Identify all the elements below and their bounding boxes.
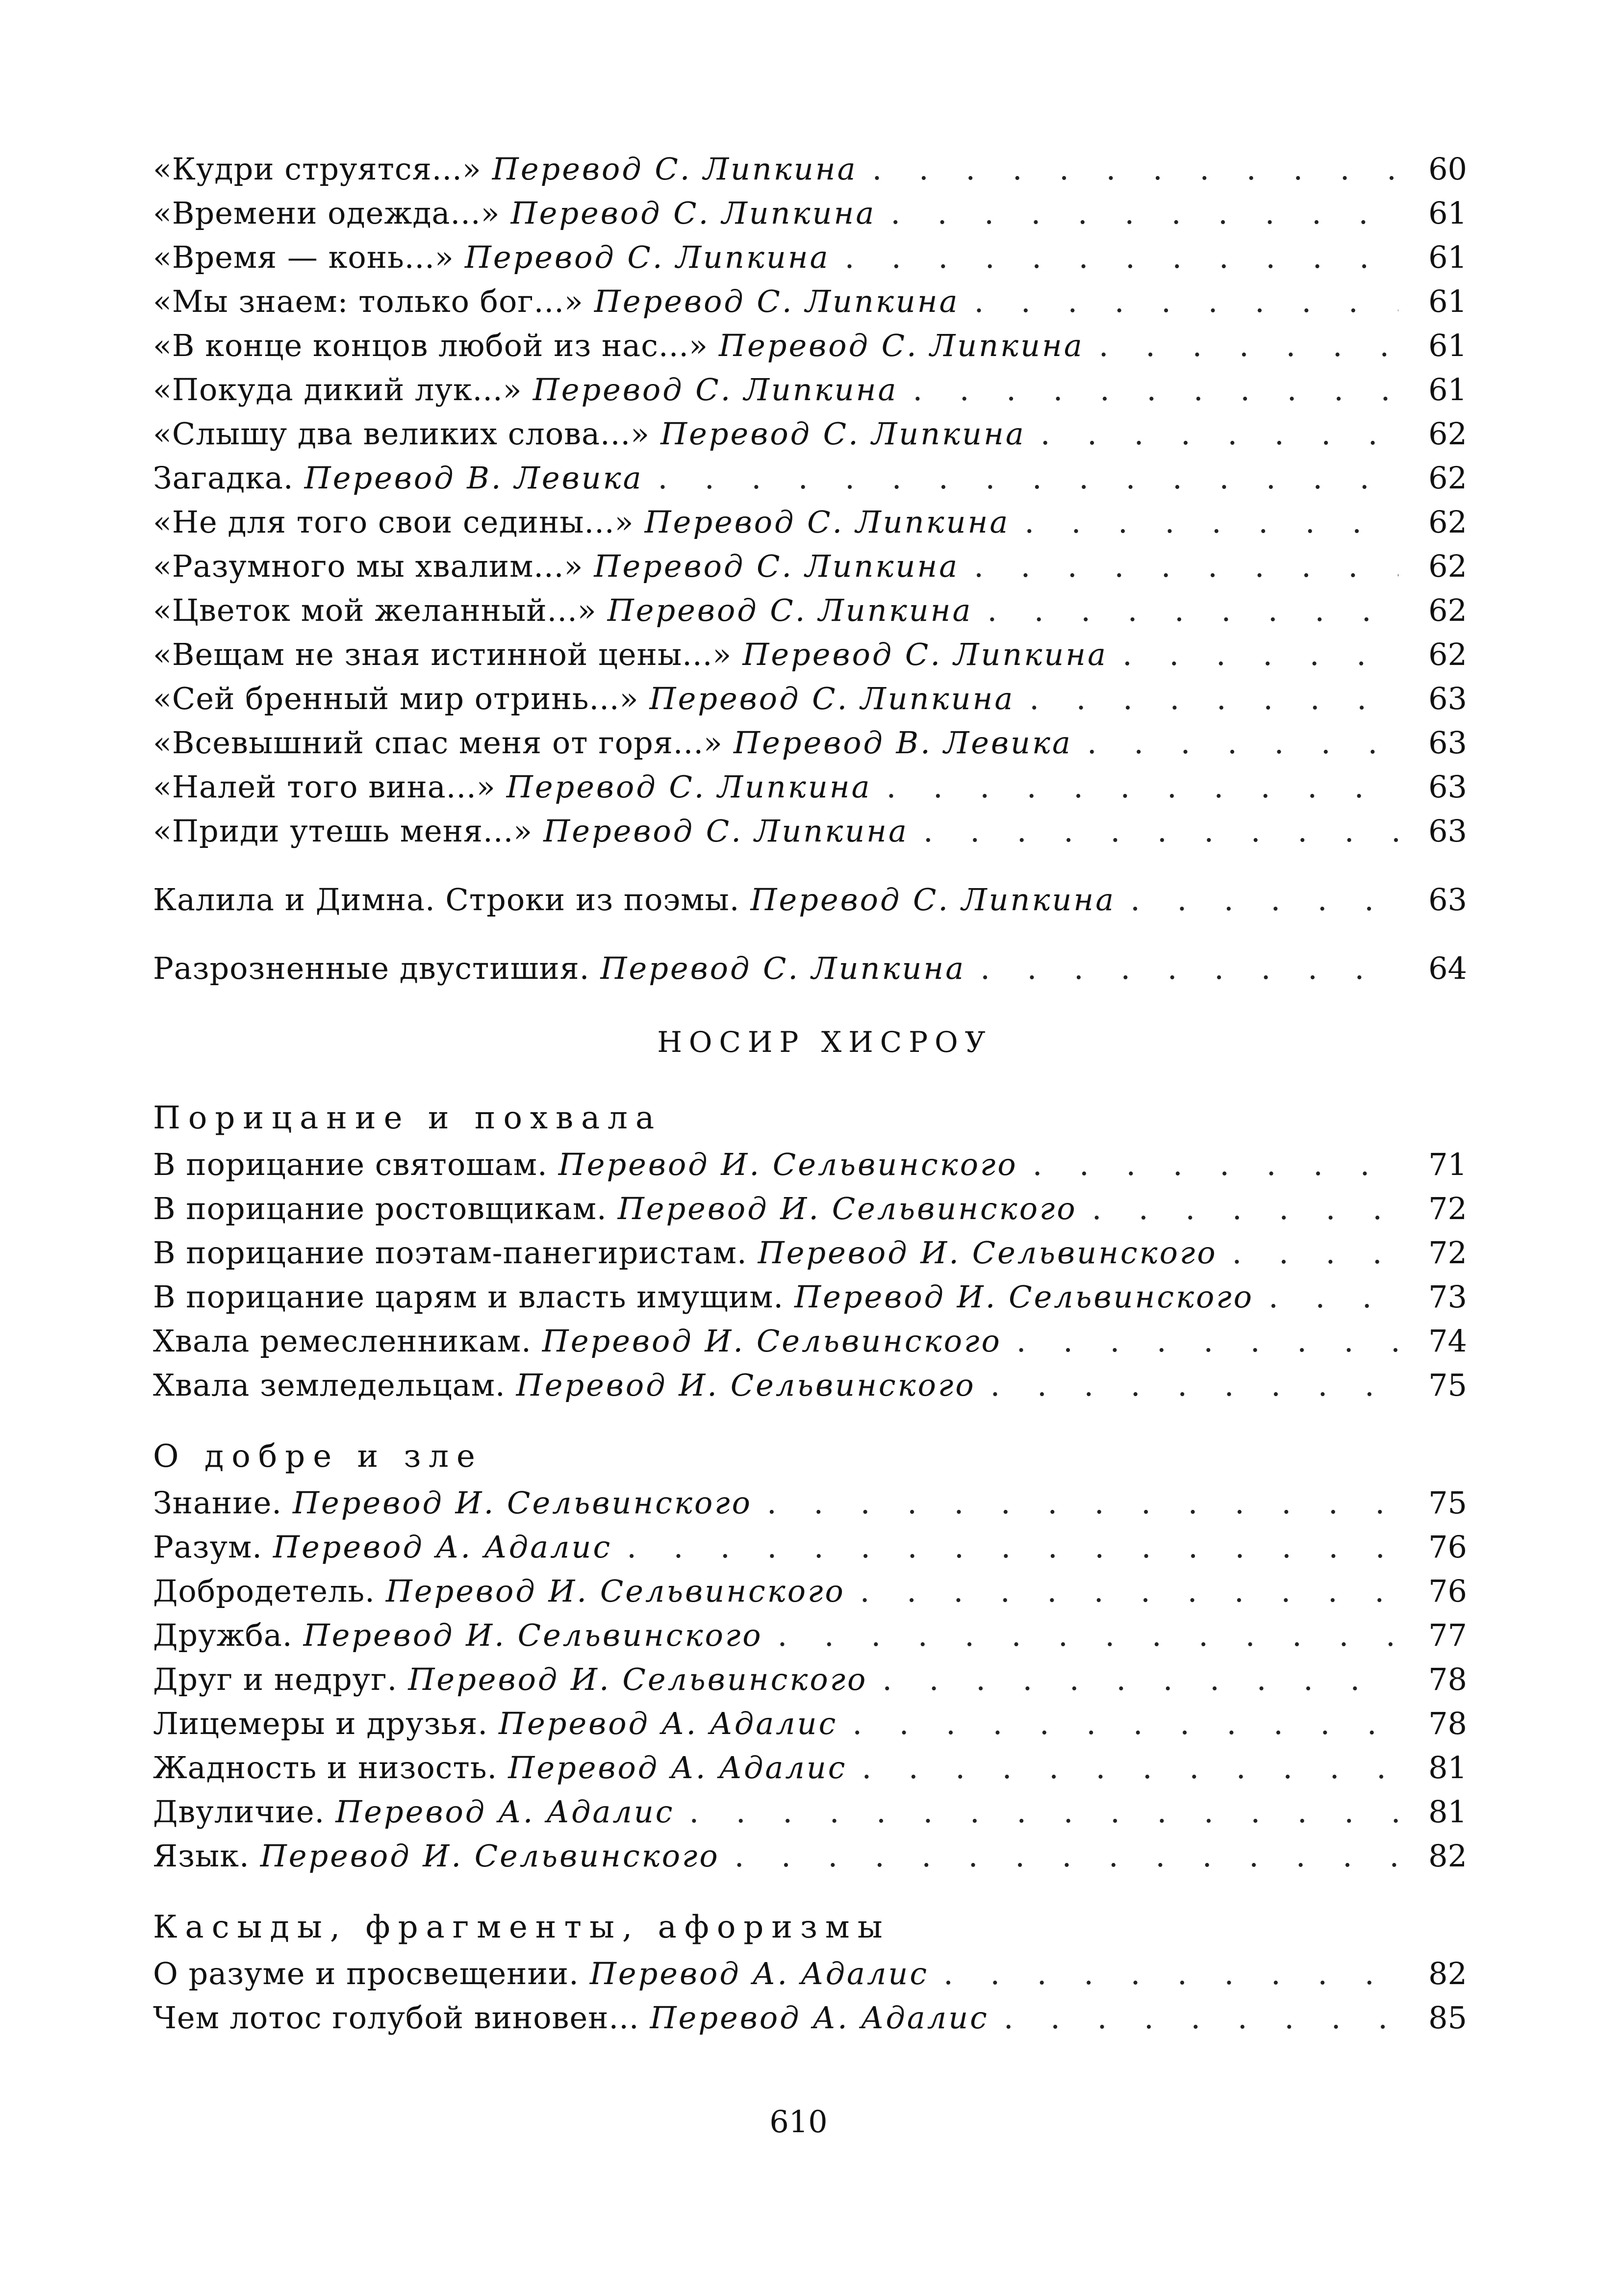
toc-entry: [153, 721, 1467, 765]
leader-dots: [1099, 324, 1398, 368]
entry-translator: Перевод С. Липкина: [510, 195, 876, 231]
toc-entry: [153, 280, 1467, 324]
leader-dots: [872, 147, 1398, 191]
toc-entry: [153, 1996, 1467, 2040]
entry-translator: Перевод И. Сельвинского: [385, 1573, 845, 1609]
entry-translator: Перевод С. Липкина: [492, 151, 858, 187]
entry-translator: Перевод И. Сельвинского: [292, 1485, 752, 1521]
toc-entry: [153, 147, 1467, 191]
leader-dots: [1033, 1143, 1398, 1187]
toc-entry: [153, 456, 1467, 500]
toc-entry: [153, 633, 1467, 677]
entry-page: 76: [1428, 1573, 1467, 1609]
spacer: [153, 991, 1467, 1020]
entry-page: 73: [1428, 1279, 1467, 1315]
entry-page: 72: [1428, 1191, 1467, 1226]
leader-dots: [943, 1952, 1398, 1996]
entry-title: Лицемеры и друзья.: [153, 1706, 488, 1741]
entry-translator: Перевод С. Липкина: [719, 328, 1084, 363]
toc-entry: [153, 1363, 1467, 1407]
toc-entry: [153, 235, 1467, 280]
spacer: [153, 1064, 1467, 1094]
entry-translator: Перевод И. Сельвинского: [516, 1367, 976, 1403]
toc-entry: [153, 324, 1467, 368]
toc-entry: [153, 1952, 1467, 1996]
toc-entry: [153, 1231, 1467, 1275]
entry-translator: Перевод И. Сельвинского: [794, 1279, 1254, 1315]
leader-dots: [887, 765, 1398, 809]
leader-dots: [1092, 1187, 1398, 1231]
toc-entry: [153, 1746, 1467, 1790]
entry-translator: Перевод С. Липкина: [644, 504, 1010, 540]
entry-page: 62: [1428, 416, 1467, 452]
leader-dots: [923, 809, 1398, 853]
entry-page: 77: [1428, 1617, 1467, 1653]
leader-dots: [913, 368, 1398, 412]
entry-translator: Перевод С. Липкина: [543, 813, 909, 849]
entry-translator: Перевод И. Сельвинского: [408, 1661, 868, 1697]
entry-page: 62: [1428, 637, 1467, 672]
entry-title: Калила и Димна. Строки из поэмы.: [153, 882, 740, 918]
toc-entry: [153, 544, 1467, 588]
entry-title: «Налей того вина...»: [153, 769, 496, 805]
entry-translator: Перевод И. Сельвинского: [617, 1191, 1077, 1226]
leader-dots: [658, 456, 1398, 500]
toc-entry: [153, 1834, 1467, 1878]
entry-translator: Перевод А. Адалис: [273, 1529, 612, 1565]
leader-dots: [1016, 1319, 1398, 1363]
entry-page: 63: [1428, 813, 1467, 849]
leader-dots: [882, 1658, 1398, 1702]
entry-title: «В конце концов любой из нас...»: [153, 328, 709, 363]
entry-title: «Мы знаем: только бог...»: [153, 283, 583, 319]
entry-title: Добродетель.: [153, 1573, 375, 1609]
entry-page: 63: [1428, 725, 1467, 761]
entry-translator: Перевод А. Адалис: [335, 1794, 675, 1830]
toc-entry: [153, 677, 1467, 721]
entry-page: 64: [1428, 950, 1467, 986]
entry-page: 61: [1428, 372, 1467, 408]
entry-page: 82: [1428, 1838, 1467, 1874]
entry-title: «Не для того свои седины...»: [153, 504, 634, 540]
leader-dots: [1087, 721, 1398, 765]
entry-translator: Перевод И. Сельвинского: [260, 1838, 720, 1874]
entry-page: 62: [1428, 592, 1467, 628]
leader-dots: [862, 1746, 1398, 1790]
entry-translator: Перевод С. Липкина: [594, 548, 960, 584]
entry-translator: Перевод С. Липкина: [506, 769, 872, 805]
entry-page: 62: [1428, 460, 1467, 496]
entry-translator: Перевод С. Липкина: [660, 416, 1026, 452]
toc-page: [153, 147, 1467, 2040]
entry-page: 81: [1428, 1794, 1467, 1830]
entry-title: «Покуда дикий лук...»: [153, 372, 522, 408]
toc-entry: [153, 1143, 1467, 1187]
toc-group-1: [153, 147, 1467, 853]
entry-translator: Перевод И. Сельвинского: [542, 1323, 1002, 1359]
leader-dots: [852, 1702, 1398, 1746]
leader-dots: [974, 280, 1398, 324]
toc-entry: [153, 1569, 1467, 1613]
entry-title: Загадка.: [153, 460, 294, 496]
entry-title: В порицание ростовщикам.: [153, 1191, 607, 1226]
section-heading-1: Порицание и похвала: [153, 1100, 662, 1136]
entry-title: «Вещам не зная истинной цены...»: [153, 637, 732, 672]
spacer: [153, 922, 1467, 946]
entry-page: 82: [1428, 1956, 1467, 1991]
entry-title: Знание.: [153, 1485, 282, 1521]
entry-translator: Перевод А. Адалис: [508, 1750, 847, 1786]
leader-dots: [974, 544, 1398, 588]
entry-page: 75: [1428, 1485, 1467, 1521]
entry-translator: Перевод А. Адалис: [650, 2000, 989, 2036]
entry-translator: Перевод А. Адалис: [499, 1706, 838, 1741]
toc-entry: [153, 1525, 1467, 1569]
leader-dots: [1029, 677, 1398, 721]
leader-dots: [1004, 1996, 1398, 2040]
entry-translator: Перевод И. Сельвинского: [303, 1617, 763, 1653]
entry-page: 61: [1428, 283, 1467, 319]
page-number: 610: [769, 2104, 828, 2140]
leader-dots: [689, 1790, 1399, 1834]
toc-entry: [153, 368, 1467, 412]
toc-entry: [153, 1275, 1467, 1319]
entry-translator: Перевод И. Сельвинского: [558, 1147, 1018, 1182]
entry-title: Хвала ремесленникам.: [153, 1323, 532, 1359]
entry-title: Разум.: [153, 1529, 262, 1565]
entry-page: 85: [1428, 2000, 1467, 2036]
entry-title: Язык.: [153, 1838, 250, 1874]
section-2-list: [153, 1481, 1467, 1878]
entry-page: 78: [1428, 1661, 1467, 1697]
entry-title: «Всевышний спас меня от горя...»: [153, 725, 723, 761]
entry-title: «Приди утешь меня...»: [153, 813, 533, 849]
leader-dots: [778, 1613, 1398, 1658]
entry-title: «Сей бренный мир отринь...»: [153, 681, 639, 716]
toc-entry: [153, 500, 1467, 544]
entry-page: 72: [1428, 1235, 1467, 1271]
leader-dots: [1024, 500, 1398, 544]
entry-page: 62: [1428, 504, 1467, 540]
entry-title: Разрозненные двустишия.: [153, 950, 590, 986]
entry-page: 61: [1428, 195, 1467, 231]
entry-page: 62: [1428, 548, 1467, 584]
leader-dots: [1040, 412, 1398, 456]
entry-title: Друг и недруг.: [153, 1661, 398, 1697]
entry-title: О разуме и просвещении.: [153, 1956, 579, 1991]
entry-translator: Перевод С. Липкина: [750, 882, 1116, 918]
toc-entry: [153, 191, 1467, 235]
toc-entry: [153, 1702, 1467, 1746]
entry-translator: Перевод С. Липкина: [594, 283, 960, 319]
section-heading-2: О добре и зле: [153, 1438, 483, 1475]
toc-entry: [153, 1613, 1467, 1658]
entry-translator: Перевод В. Левика: [734, 725, 1072, 761]
entry-translator: Перевод А. Адалис: [589, 1956, 929, 1991]
toc-entry: [153, 412, 1467, 456]
entry-title: Чем лотос голубой виновен...: [153, 2000, 639, 2036]
entry-page: 75: [1428, 1367, 1467, 1403]
entry-page: 81: [1428, 1750, 1467, 1786]
section-3-list: [153, 1952, 1467, 2040]
toc-entry: [153, 588, 1467, 633]
entry-page: 63: [1428, 882, 1467, 918]
section-heading-3: Касыды, фрагменты, афоризмы: [153, 1909, 890, 1945]
entry-title: В порицание святошам.: [153, 1147, 548, 1182]
spacer: [153, 853, 1467, 878]
entry-title: «Слышу два великих слова...»: [153, 416, 650, 452]
entry-title: Жадность и низость.: [153, 1750, 498, 1786]
entry-page: 61: [1428, 239, 1467, 275]
leader-dots: [1130, 878, 1398, 922]
entry-title: «Времени одежда...»: [153, 195, 500, 231]
entry-title: «Цветок мой желанный...»: [153, 592, 597, 628]
leader-dots: [980, 946, 1398, 991]
entry-title: «Разумного мы хвалим...»: [153, 548, 583, 584]
spacer: [153, 1878, 1467, 1903]
leader-dots: [845, 235, 1398, 280]
entry-translator: Перевод И. Сельвинского: [758, 1235, 1217, 1271]
entry-page: 71: [1428, 1147, 1467, 1182]
entry-page: 61: [1428, 328, 1467, 363]
entry-title: Дружба.: [153, 1617, 293, 1653]
leader-dots: [890, 191, 1398, 235]
entry-translator: Перевод В. Левика: [304, 460, 643, 496]
toc-entry-razroz: [153, 946, 1467, 991]
entry-title: «Время — конь...»: [153, 239, 454, 275]
entry-title: В порицание царям и власть имущим.: [153, 1279, 784, 1315]
author-heading: НОСИР ХИСРОУ: [657, 1025, 992, 1059]
entry-page: 63: [1428, 769, 1467, 805]
toc-entry-kalila: [153, 878, 1467, 922]
toc-entry: [153, 1319, 1467, 1363]
leader-dots: [767, 1481, 1398, 1525]
toc-entry: [153, 1187, 1467, 1231]
leader-dots: [735, 1834, 1398, 1878]
leader-dots: [990, 1363, 1398, 1407]
entry-translator: Перевод С. Липкина: [649, 681, 1015, 716]
entry-title: «Кудри струятся...»: [153, 151, 482, 187]
leader-dots: [1268, 1275, 1398, 1319]
entry-page: 78: [1428, 1706, 1467, 1741]
entry-page: 60: [1428, 151, 1467, 187]
toc-entry: [153, 1790, 1467, 1834]
toc-entry: [153, 765, 1467, 809]
entry-translator: Перевод С. Липкина: [607, 592, 973, 628]
spacer: [153, 1407, 1467, 1432]
leader-dots: [1122, 633, 1398, 677]
entry-page: 76: [1428, 1529, 1467, 1565]
leader-dots: [988, 588, 1399, 633]
entry-translator: Перевод С. Липкина: [532, 372, 898, 408]
entry-page: 63: [1428, 681, 1467, 716]
leader-dots: [860, 1569, 1398, 1613]
entry-translator: Перевод С. Липкина: [600, 950, 966, 986]
toc-entry: [153, 809, 1467, 853]
leader-dots: [1232, 1231, 1398, 1275]
section-1-list: [153, 1143, 1467, 1407]
toc-entry: [153, 1481, 1467, 1525]
leader-dots: [627, 1525, 1398, 1569]
entry-title: Двуличие.: [153, 1794, 325, 1830]
toc-entry: [153, 1658, 1467, 1702]
entry-title: В порицание поэтам-панегиристам.: [153, 1235, 747, 1271]
entry-translator: Перевод С. Липкина: [464, 239, 830, 275]
entry-page: 74: [1428, 1323, 1467, 1359]
entry-title: Хвала земледельцам.: [153, 1367, 506, 1403]
entry-translator: Перевод С. Липкина: [742, 637, 1108, 672]
